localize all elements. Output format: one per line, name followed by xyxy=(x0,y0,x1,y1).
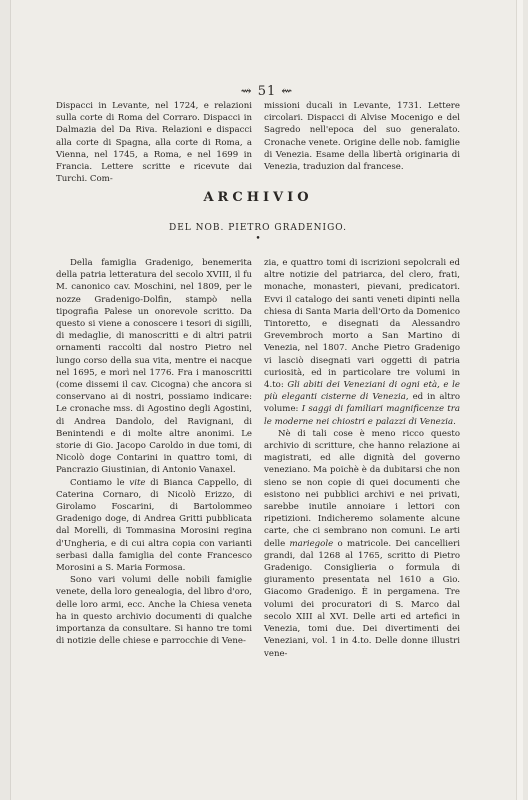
text-run: o matricole. Dei cancellieri grandi, dal 1268 al 1765, scritto di Pietro Gradenigo. Consiglieria o formula di giuramento presentata nel 1610 a Gio. Giacomo Gradenigo. È in pergamena. Tre volumi dei procuratori di S. Marco dal secolo XIII al XVI. Delle arti ed artefici in Venezia, tomi due. Dei divertimenti dei Veneziani, vol. 1 in 4.to. Delle donne illustri vene- xyxy=(264,538,460,659)
text-run: Contiamo le xyxy=(70,477,130,488)
text-run: zia, e quattro tomi di iscrizioni sepolcrali ed altre notizie del patriarca, del clero, frati, monache, monasteri, pievani, predicatori. Evvi il catalogo dei santi veneti dipinti nella chiesa di Santa Maria dell'Orto da Domenico Tintoretto, e disegnati da Alessandro Grevembroch morto a San Martino di Venezia, nel 1807. Anche Pietro Gradenigo vi lasciò disegnati vari oggetti di patria curiosità, ed in particolare tre volumi in 4.to: xyxy=(264,258,460,391)
page-number: 51 xyxy=(257,84,277,99)
text-run: di Bianca Cappello, di Caterina Cornaro, di Nicolò Erizzo, di Girolamo Foscarini, di Bartolommeo Gradenigo doge, di Andrea Gritti pubblicata dal Morelli, di Tommasina Morosini regina d'Ungheria, e di cui altra copia con varianti serbasi dalla famiglia del conte Francesco Morosini a S. Maria Formosa. xyxy=(56,477,252,574)
section-subtitle: DEL NOB. PIETRO GRADENIGO. xyxy=(169,223,347,233)
paragraph: Sono vari volumi delle nobili famiglie venete, della loro genealogia, del libro d'oro, delle loro armi, ecc. Anche la Chiesa veneta ha in questo archivio documenti di qualche importanza da consultare. Si hanno tre tomi di notizie delle chiese e parrocchie di Vene- xyxy=(56,575,252,647)
separator-mark: • xyxy=(255,234,261,244)
body-column-left xyxy=(56,257,252,648)
header-column-right xyxy=(264,100,460,173)
page-edge xyxy=(516,0,523,800)
ornament-right: ⇜ xyxy=(281,84,294,99)
italic-run: I saggi di familiari magnificenze tra le moderne nei chiostri e palazzi di Venezia. xyxy=(264,404,460,427)
paragraph xyxy=(264,428,460,660)
paragraph xyxy=(56,477,252,575)
italic-run: mariegole xyxy=(289,538,334,549)
header-text-left: Dispacci in Levante, nel 1724, e relazioni sulla corte di Roma del Corraro. Dispacci in Dalmazia del Da Riva. Relazioni e dispacci alla corte di Spagna, alla corte di Roma, a Vienna, nel 1745, a Roma, e nel 1699 in Francia. Lettere scritte e ricevute dai Turchi. Com- xyxy=(56,101,252,185)
ornament-left: ⇝ xyxy=(240,84,253,99)
text-run: Nè di tali cose è meno ricco questo archivio di scritture, che hanno relazione ai magistrati, ed alle dignità del governo veneziano. Ma poichè è da dubitarsi che non sieno se non copie di quei documenti che esistono nei pubblici archivi e nei privati, sarebbe inutile annoiare i lettori con ripetizioni. Indicheremo solamente alcune carte, che ci sembrano non comuni. Le arti delle xyxy=(264,428,460,549)
body-column-right xyxy=(264,257,460,660)
text-run: , ed in altro volume: xyxy=(264,392,460,415)
italic-run: Gli abiti dei Veneziani di ogni età, e le più eleganti cisterne di Venezia xyxy=(264,380,460,403)
section-title: ARCHIVIO xyxy=(203,190,313,205)
paragraph xyxy=(264,257,460,428)
paragraph: Della famiglia Gradenigo, benemerita della patria letteratura del secolo XVIII, il fu M. canonico cav. Moschini, nel 1809, per le nozze Gradenigo-Dolfin, stampò nella tipografia Palese un onorevole scritto. Da questo si viene a conoscere i tesori di sigilli, di medaglie, di manoscritti e di altri patrii ornamenti raccolti dal nostro Pietro nel lungo corso della sua vita, mentre ei nacque nel 1695, e morì nel 1776. Fra i manoscritti (come dissemi il cav. Cicogna) che ancora si conservano ai di nostri, possiamo indicare: Le cronache mss. di Agostino degli Agostini, di Andrea Dandolo, del Ravignani, di Benintendi e di molte altre anonimi. Le storie di Gio. Jacopo Caroldo in due tomi, di Nicolò doge Contarini in quattro tomi, di Pancrazio Giustinian, di Antonio Vanaxel. xyxy=(56,258,252,476)
header-column-left xyxy=(56,100,252,185)
italic-run: vite xyxy=(129,477,146,488)
header-text-right: missioni ducali in Levante, 1731. Lettere circolari. Dispacci di Alvise Mocenigo e del Sagredo nell'epoca del suo generalato. Cronache venete. Origine delle nob. famiglie di Venezia. Esame della libertà originaria di Venezia, traduzion dal francese. xyxy=(264,101,460,173)
page-number-line xyxy=(232,84,302,99)
